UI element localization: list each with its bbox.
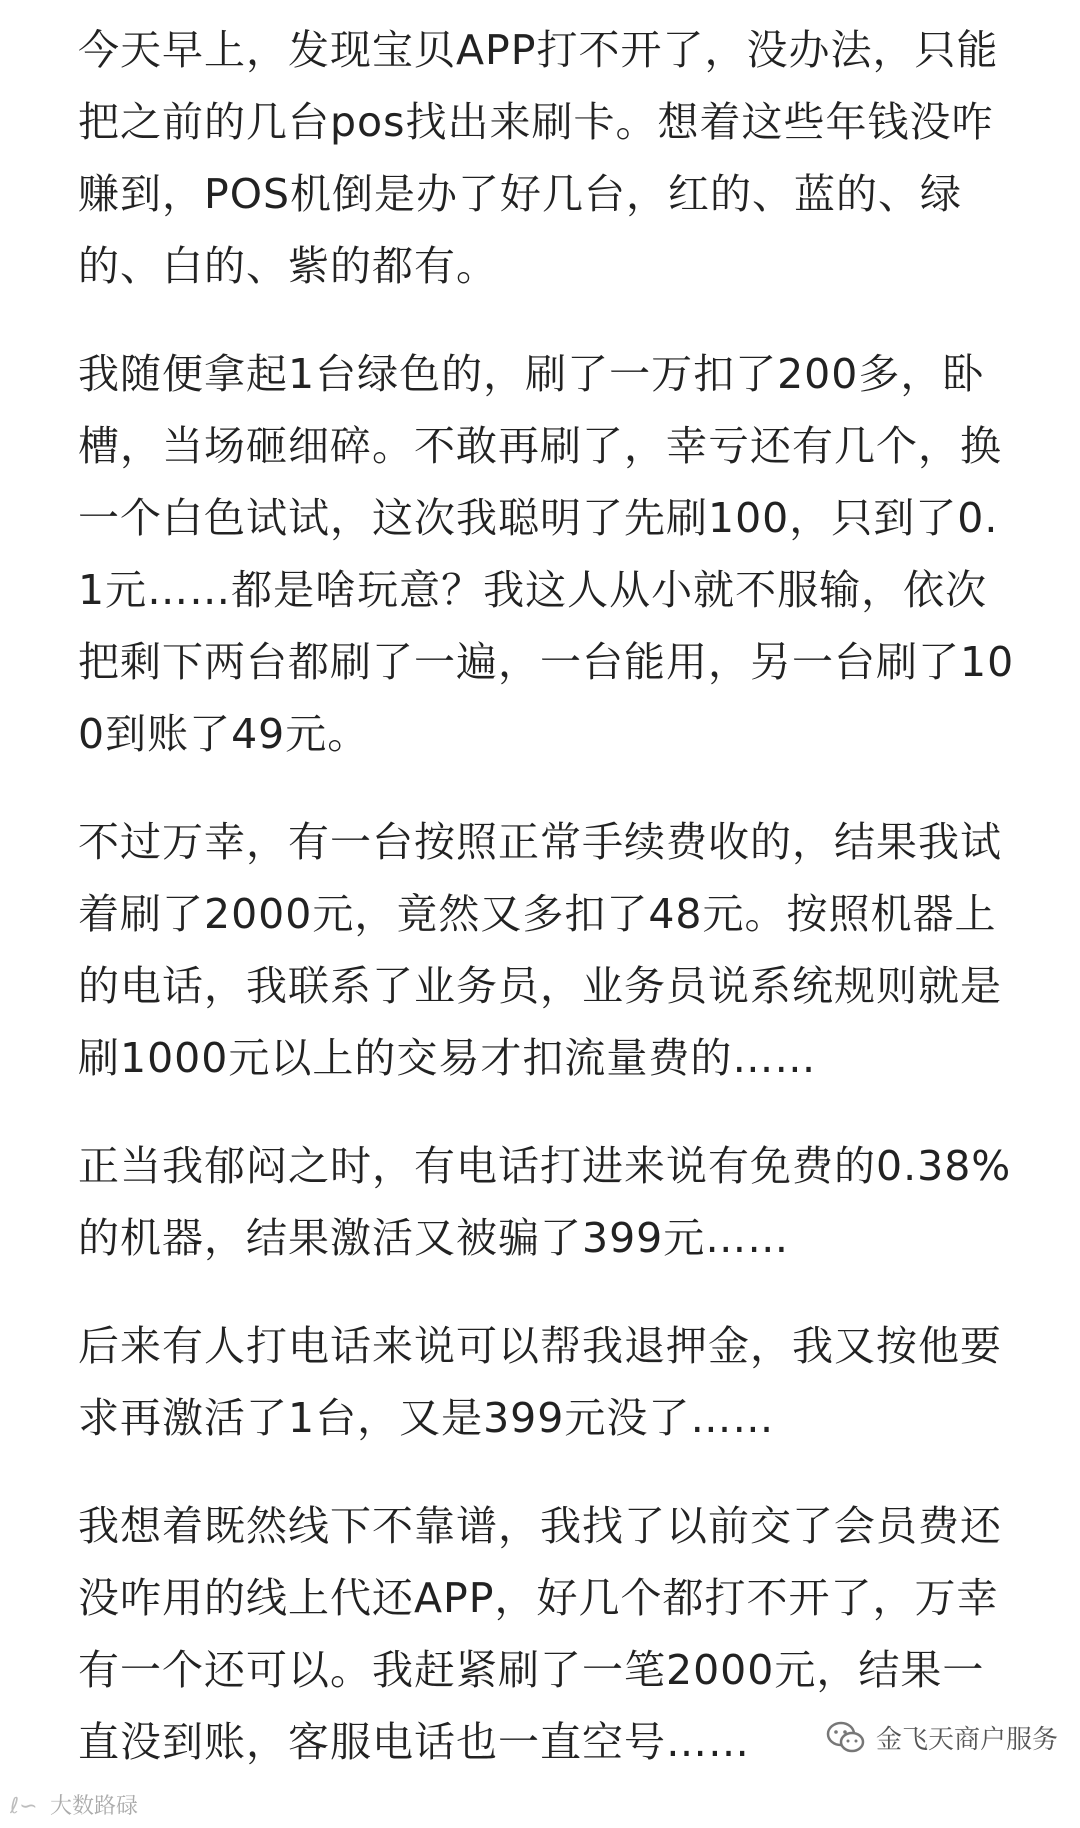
paragraph: 正当我郁闷之时，有电话打进来说有免费的0.38%的机器，结果激活又被骗了399元…… <box>78 1142 1012 1262</box>
paragraph: 后来有人打电话来说可以帮我退押金，我又按他要求再激活了1台，又是399元没了…… <box>78 1322 1002 1442</box>
paragraph: 我想着既然线下不靠谱，我找了以前交了会员费还没咋用的线上代还APP，好几个都打不开了，万幸有一个还可以。我赶紧刷了一笔2000元，结果一直没到账，客服电话也一直空号…… <box>78 1502 1002 1766</box>
watermark-logo-icon <box>10 1791 44 1819</box>
paragraph: 不过万幸，有一台按照正常手续费收的，结果我试着刷了2000元，竟然又多扣了48元。按照机器上的电话，我联系了业务员，业务员说系统规则就是刷1000元以上的交易才扣流量费的…… <box>78 818 1002 1082</box>
watermark-account-name: 金飞天商户服务 <box>875 1725 1058 1755</box>
wechat-account-watermark <box>826 1719 1058 1756</box>
watermark-left-text: 大数路碌 <box>50 1794 139 1819</box>
wechat-icon <box>826 1720 866 1756</box>
svg-text:ℓ∽: ℓ∽ <box>10 1793 38 1819</box>
paragraph: 我随便拿起1台绿色的，刷了一万扣了200多，卧槽，当场砸细碎。不敢再刷了，幸亏还有几个，换一个白色试试，这次我聪明了先刷100，只到了0.1元……都是啥玩意？我这人从小就不服输，依次把剩下两台都刷了一遍，一台能用，另一台刷了100到账了49元。 <box>78 350 1015 758</box>
paragraph: 今天早上，发现宝贝APP打不开了，没办法，只能把之前的几台pos找出来刷卡。想着这些年钱没咋赚到，POS机倒是办了好几台，红的、蓝的、绿的、白的、紫的都有。 <box>78 26 999 290</box>
corner-watermark <box>10 1789 138 1820</box>
